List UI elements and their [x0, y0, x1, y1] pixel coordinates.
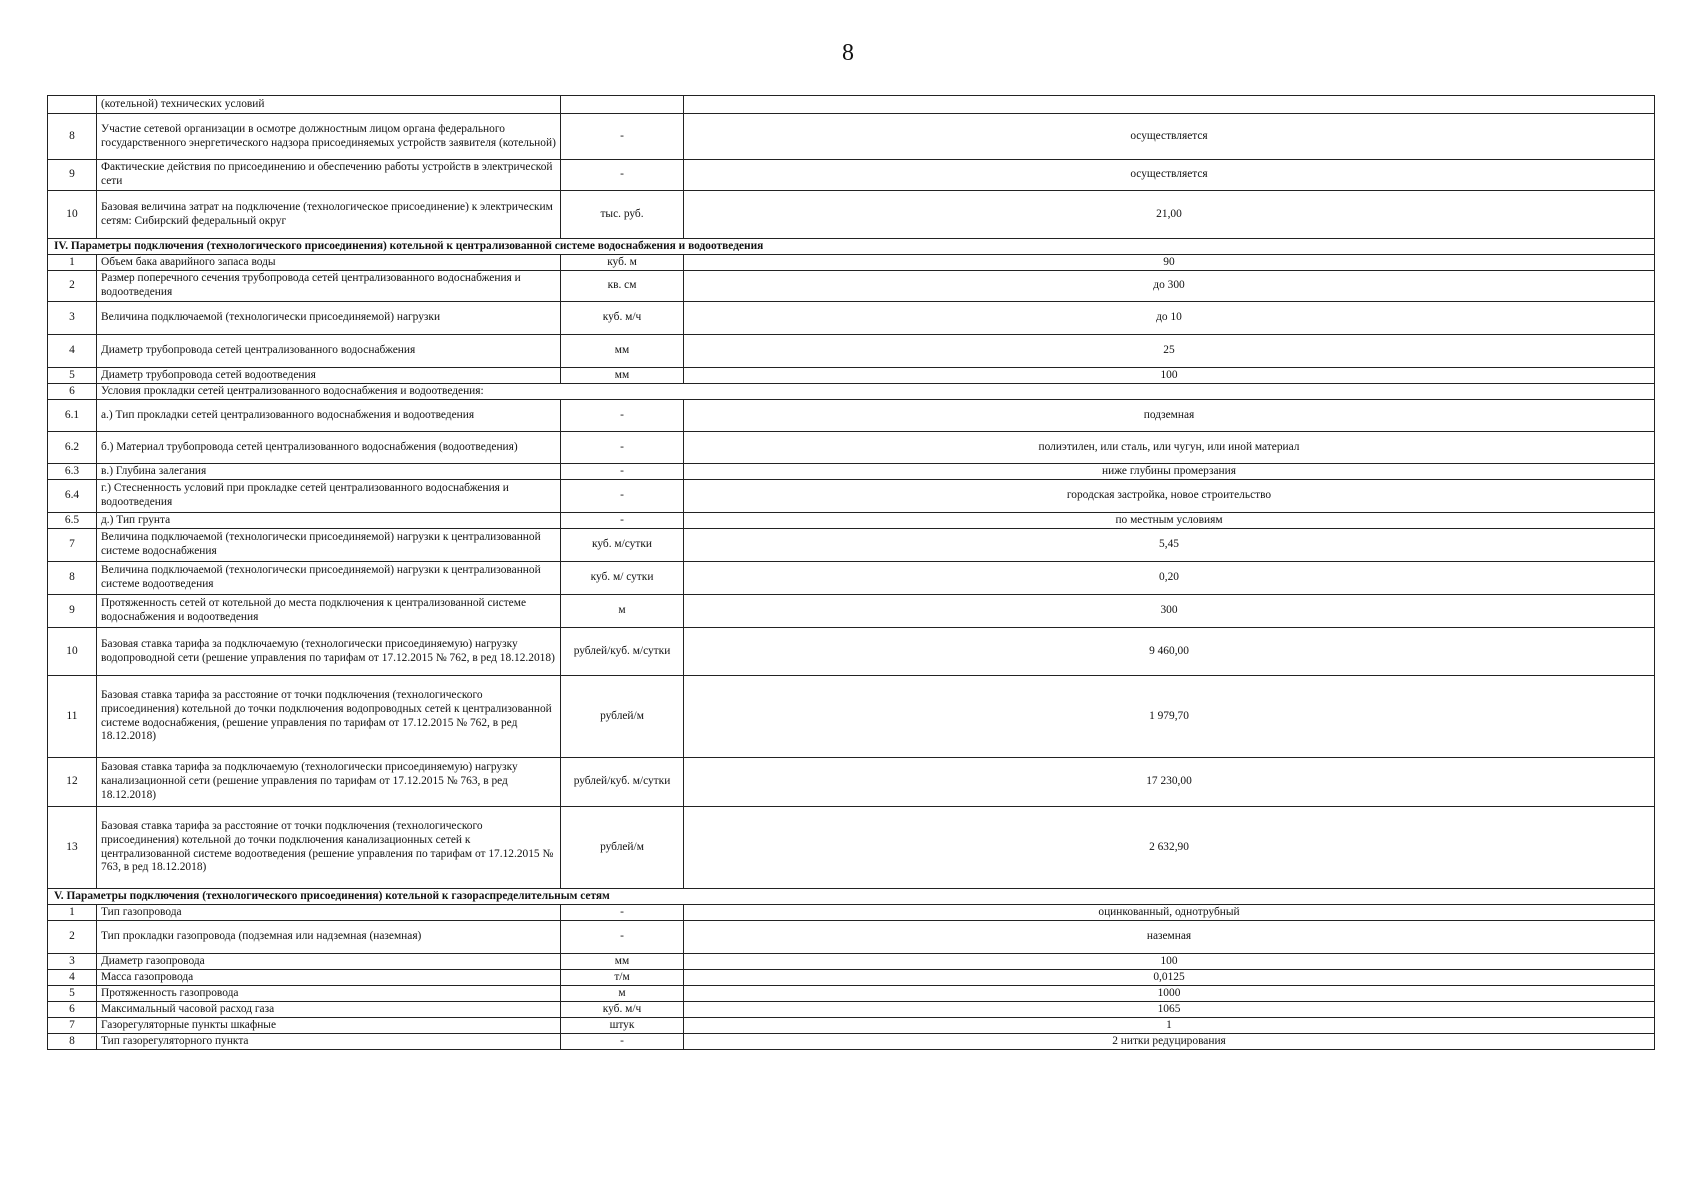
parameter-value: 25 — [684, 335, 1655, 368]
unit-of-measure: - — [561, 400, 684, 432]
parameter-value: 300 — [684, 595, 1655, 628]
row-subheading: Условия прокладки сетей централизованного водоснабжения и водоотведения: — [97, 384, 1655, 400]
parameter-value: 1 — [684, 1018, 1655, 1034]
table-row — [48, 160, 1655, 191]
row-number: 4 — [48, 335, 97, 368]
section-header-row — [48, 239, 1655, 255]
row-number: 13 — [48, 807, 97, 889]
parameter-name: Максимальный часовой расход газа — [97, 1002, 561, 1018]
unit-of-measure: куб. м — [561, 255, 684, 271]
row-number: 9 — [48, 160, 97, 191]
unit-of-measure: - — [561, 114, 684, 160]
parameter-value: по местным условиям — [684, 513, 1655, 529]
row-number: 8 — [48, 114, 97, 160]
parameter-name: Величина подключаемой (технологически присоединяемой) нагрузки — [97, 302, 561, 335]
table-row — [48, 1034, 1655, 1050]
table-row — [48, 464, 1655, 480]
parameter-value: ниже глубины промерзания — [684, 464, 1655, 480]
row-number: 7 — [48, 1018, 97, 1034]
table-row — [48, 676, 1655, 758]
unit-of-measure: т/м — [561, 970, 684, 986]
row-number: 9 — [48, 595, 97, 628]
section-header-row — [48, 889, 1655, 905]
parameter-name: в.) Глубина залегания — [97, 464, 561, 480]
unit-of-measure: рублей/м — [561, 676, 684, 758]
parameter-value: полиэтилен, или сталь, или чугун, или иной материал — [684, 432, 1655, 464]
parameter-name: Тип газорегуляторного пункта — [97, 1034, 561, 1050]
parameter-value: 2 632,90 — [684, 807, 1655, 889]
table-row — [48, 384, 1655, 400]
row-number — [48, 96, 97, 114]
parameter-name: Базовая ставка тарифа за подключаемую (технологически присоединяемую) нагрузку водопроводной сети (решение управления по тарифам от 17.12.2015 № 762, в ред 18.12.2018) — [97, 628, 561, 676]
parameter-value: до 10 — [684, 302, 1655, 335]
row-number: 2 — [48, 921, 97, 954]
unit-of-measure: куб. м/ч — [561, 302, 684, 335]
parameter-name: Газорегуляторные пункты шкафные — [97, 1018, 561, 1034]
table-row — [48, 905, 1655, 921]
parameter-value: осуществляется — [684, 160, 1655, 191]
unit-of-measure: - — [561, 160, 684, 191]
parameter-name: а.) Тип прокладки сетей централизованного водоснабжения и водоотведения — [97, 400, 561, 432]
row-number: 6 — [48, 1002, 97, 1018]
unit-of-measure: - — [561, 921, 684, 954]
parameter-value: 17 230,00 — [684, 758, 1655, 807]
table-row — [48, 400, 1655, 432]
unit-of-measure: рублей/куб. м/сутки — [561, 758, 684, 807]
parameter-value: 90 — [684, 255, 1655, 271]
row-number: 6.3 — [48, 464, 97, 480]
table-row — [48, 335, 1655, 368]
table-row — [48, 96, 1655, 114]
row-number: 10 — [48, 628, 97, 676]
row-number: 11 — [48, 676, 97, 758]
unit-of-measure: мм — [561, 368, 684, 384]
row-number: 12 — [48, 758, 97, 807]
parameter-name: Протяженность сетей от котельной до места подключения к централизованной системе водоснабжения и водоотведения — [97, 595, 561, 628]
table-row — [48, 562, 1655, 595]
parameter-name: Диаметр газопровода — [97, 954, 561, 970]
table-row — [48, 921, 1655, 954]
table-row — [48, 970, 1655, 986]
parameter-value: оцинкованный, однотрубный — [684, 905, 1655, 921]
parameter-name: Тип газопровода — [97, 905, 561, 921]
parameter-value: городская застройка, новое строительство — [684, 480, 1655, 513]
parameter-name: Диаметр трубопровода сетей водоотведения — [97, 368, 561, 384]
row-number: 2 — [48, 271, 97, 302]
parameter-name: б.) Материал трубопровода сетей централизованного водоснабжения (водоотведения) — [97, 432, 561, 464]
row-number: 6.2 — [48, 432, 97, 464]
page-number: 8 — [842, 40, 854, 66]
parameter-name: Величина подключаемой (технологически присоединяемой) нагрузки к централизованной системе водоснабжения — [97, 529, 561, 562]
row-number: 5 — [48, 368, 97, 384]
row-number: 7 — [48, 529, 97, 562]
parameter-name: Протяженность газопровода — [97, 986, 561, 1002]
parameter-value: 0,20 — [684, 562, 1655, 595]
unit-of-measure: рублей/м — [561, 807, 684, 889]
table-row — [48, 271, 1655, 302]
parameter-value: осуществляется — [684, 114, 1655, 160]
parameter-value: 21,00 — [684, 191, 1655, 239]
table-row — [48, 758, 1655, 807]
parameter-value: 1000 — [684, 986, 1655, 1002]
parameter-name: Участие сетевой организации в осмотре должностным лицом органа федерального государственного энергетического надзора присоединяемых устройств заявителя (котельной) — [97, 114, 561, 160]
parameter-name: Тип прокладки газопровода (подземная или надземная (наземная) — [97, 921, 561, 954]
parameter-value: 1065 — [684, 1002, 1655, 1018]
row-number: 3 — [48, 302, 97, 335]
table-row — [48, 986, 1655, 1002]
row-number: 8 — [48, 562, 97, 595]
row-number: 4 — [48, 970, 97, 986]
unit-of-measure: - — [561, 1034, 684, 1050]
table-row — [48, 807, 1655, 889]
row-number: 6 — [48, 384, 97, 400]
parameter-value: 100 — [684, 954, 1655, 970]
section-title: IV. Параметры подключения (технологического присоединения) котельной к централизованной системе водоснабжения и водоотведения — [48, 239, 1655, 255]
row-number: 3 — [48, 954, 97, 970]
parameter-value: 5,45 — [684, 529, 1655, 562]
table-row — [48, 114, 1655, 160]
parameter-name: Базовая ставка тарифа за подключаемую (технологически присоединяемую) нагрузку канализационной сети (решение управления по тарифам от 17.12.2015 № 763, в ред 18.12.2018) — [97, 758, 561, 807]
table-row — [48, 255, 1655, 271]
section-title: V. Параметры подключения (технологического присоединения) котельной к газораспределительным сетям — [48, 889, 1655, 905]
unit-of-measure: - — [561, 513, 684, 529]
parameter-name: (котельной) технических условий — [97, 96, 561, 114]
row-number: 1 — [48, 255, 97, 271]
parameter-name: Масса газопровода — [97, 970, 561, 986]
parameter-name: д.) Тип грунта — [97, 513, 561, 529]
table-row — [48, 513, 1655, 529]
unit-of-measure: куб. м/сутки — [561, 529, 684, 562]
table-row — [48, 529, 1655, 562]
unit-of-measure: мм — [561, 335, 684, 368]
parameter-value: 0,0125 — [684, 970, 1655, 986]
parameter-name: Размер поперечного сечения трубопровода сетей централизованного водоснабжения и водоотведения — [97, 271, 561, 302]
table-row — [48, 302, 1655, 335]
unit-of-measure: - — [561, 464, 684, 480]
parameter-name: Объем бака аварийного запаса воды — [97, 255, 561, 271]
parameter-name: г.) Стесненность условий при прокладке сетей централизованного водоснабжения и водоотведения — [97, 480, 561, 513]
unit-of-measure — [561, 96, 684, 114]
unit-of-measure: - — [561, 480, 684, 513]
unit-of-measure: м — [561, 986, 684, 1002]
parameter-name: Диаметр трубопровода сетей централизованного водоснабжения — [97, 335, 561, 368]
row-number: 8 — [48, 1034, 97, 1050]
parameter-name: Величина подключаемой (технологически присоединяемой) нагрузки к централизованной системе водоотведения — [97, 562, 561, 595]
unit-of-measure: куб. м/ сутки — [561, 562, 684, 595]
row-number: 6.5 — [48, 513, 97, 529]
parameter-name: Базовая ставка тарифа за расстояние от точки подключения (технологического присоединения) котельной до точки подключения канализационных сетей к централизованной системе водоотведения (решение управления по тарифам от 17.12.2015 № 763, в ред 18.12.2018) — [97, 807, 561, 889]
parameter-value: 2 нитки редуцирования — [684, 1034, 1655, 1050]
unit-of-measure: тыс. руб. — [561, 191, 684, 239]
parameter-value: до 300 — [684, 271, 1655, 302]
table-row — [48, 368, 1655, 384]
parameters-table — [47, 95, 1655, 1050]
parameter-value: 100 — [684, 368, 1655, 384]
row-number: 10 — [48, 191, 97, 239]
table-row — [48, 191, 1655, 239]
table-row — [48, 480, 1655, 513]
unit-of-measure: мм — [561, 954, 684, 970]
parameter-value: подземная — [684, 400, 1655, 432]
row-number: 1 — [48, 905, 97, 921]
table-row — [48, 628, 1655, 676]
parameter-value: 1 979,70 — [684, 676, 1655, 758]
parameter-name: Базовая ставка тарифа за расстояние от точки подключения (технологического присоединения) котельной до точки подключения водопроводных сетей к централизованной системе водоснабжения, (решение управления по тарифам от 17.12.2015 № 762, в ред 18.12.2018) — [97, 676, 561, 758]
unit-of-measure: кв. см — [561, 271, 684, 302]
table-row — [48, 954, 1655, 970]
unit-of-measure: - — [561, 432, 684, 464]
table-row — [48, 432, 1655, 464]
unit-of-measure: штук — [561, 1018, 684, 1034]
parameter-value: 9 460,00 — [684, 628, 1655, 676]
unit-of-measure: м — [561, 595, 684, 628]
table-row — [48, 1002, 1655, 1018]
unit-of-measure: - — [561, 905, 684, 921]
parameter-name: Фактические действия по присоединению и обеспечению работы устройств в электрической сети — [97, 160, 561, 191]
parameter-value — [684, 96, 1655, 114]
parameter-value: наземная — [684, 921, 1655, 954]
row-number: 6.4 — [48, 480, 97, 513]
table-row — [48, 1018, 1655, 1034]
row-number: 5 — [48, 986, 97, 1002]
parameter-name: Базовая величина затрат на подключение (технологическое присоединение) к электрическим сетям: Сибирский федеральный округ — [97, 191, 561, 239]
unit-of-measure: куб. м/ч — [561, 1002, 684, 1018]
unit-of-measure: рублей/куб. м/сутки — [561, 628, 684, 676]
row-number: 6.1 — [48, 400, 97, 432]
table-row — [48, 595, 1655, 628]
